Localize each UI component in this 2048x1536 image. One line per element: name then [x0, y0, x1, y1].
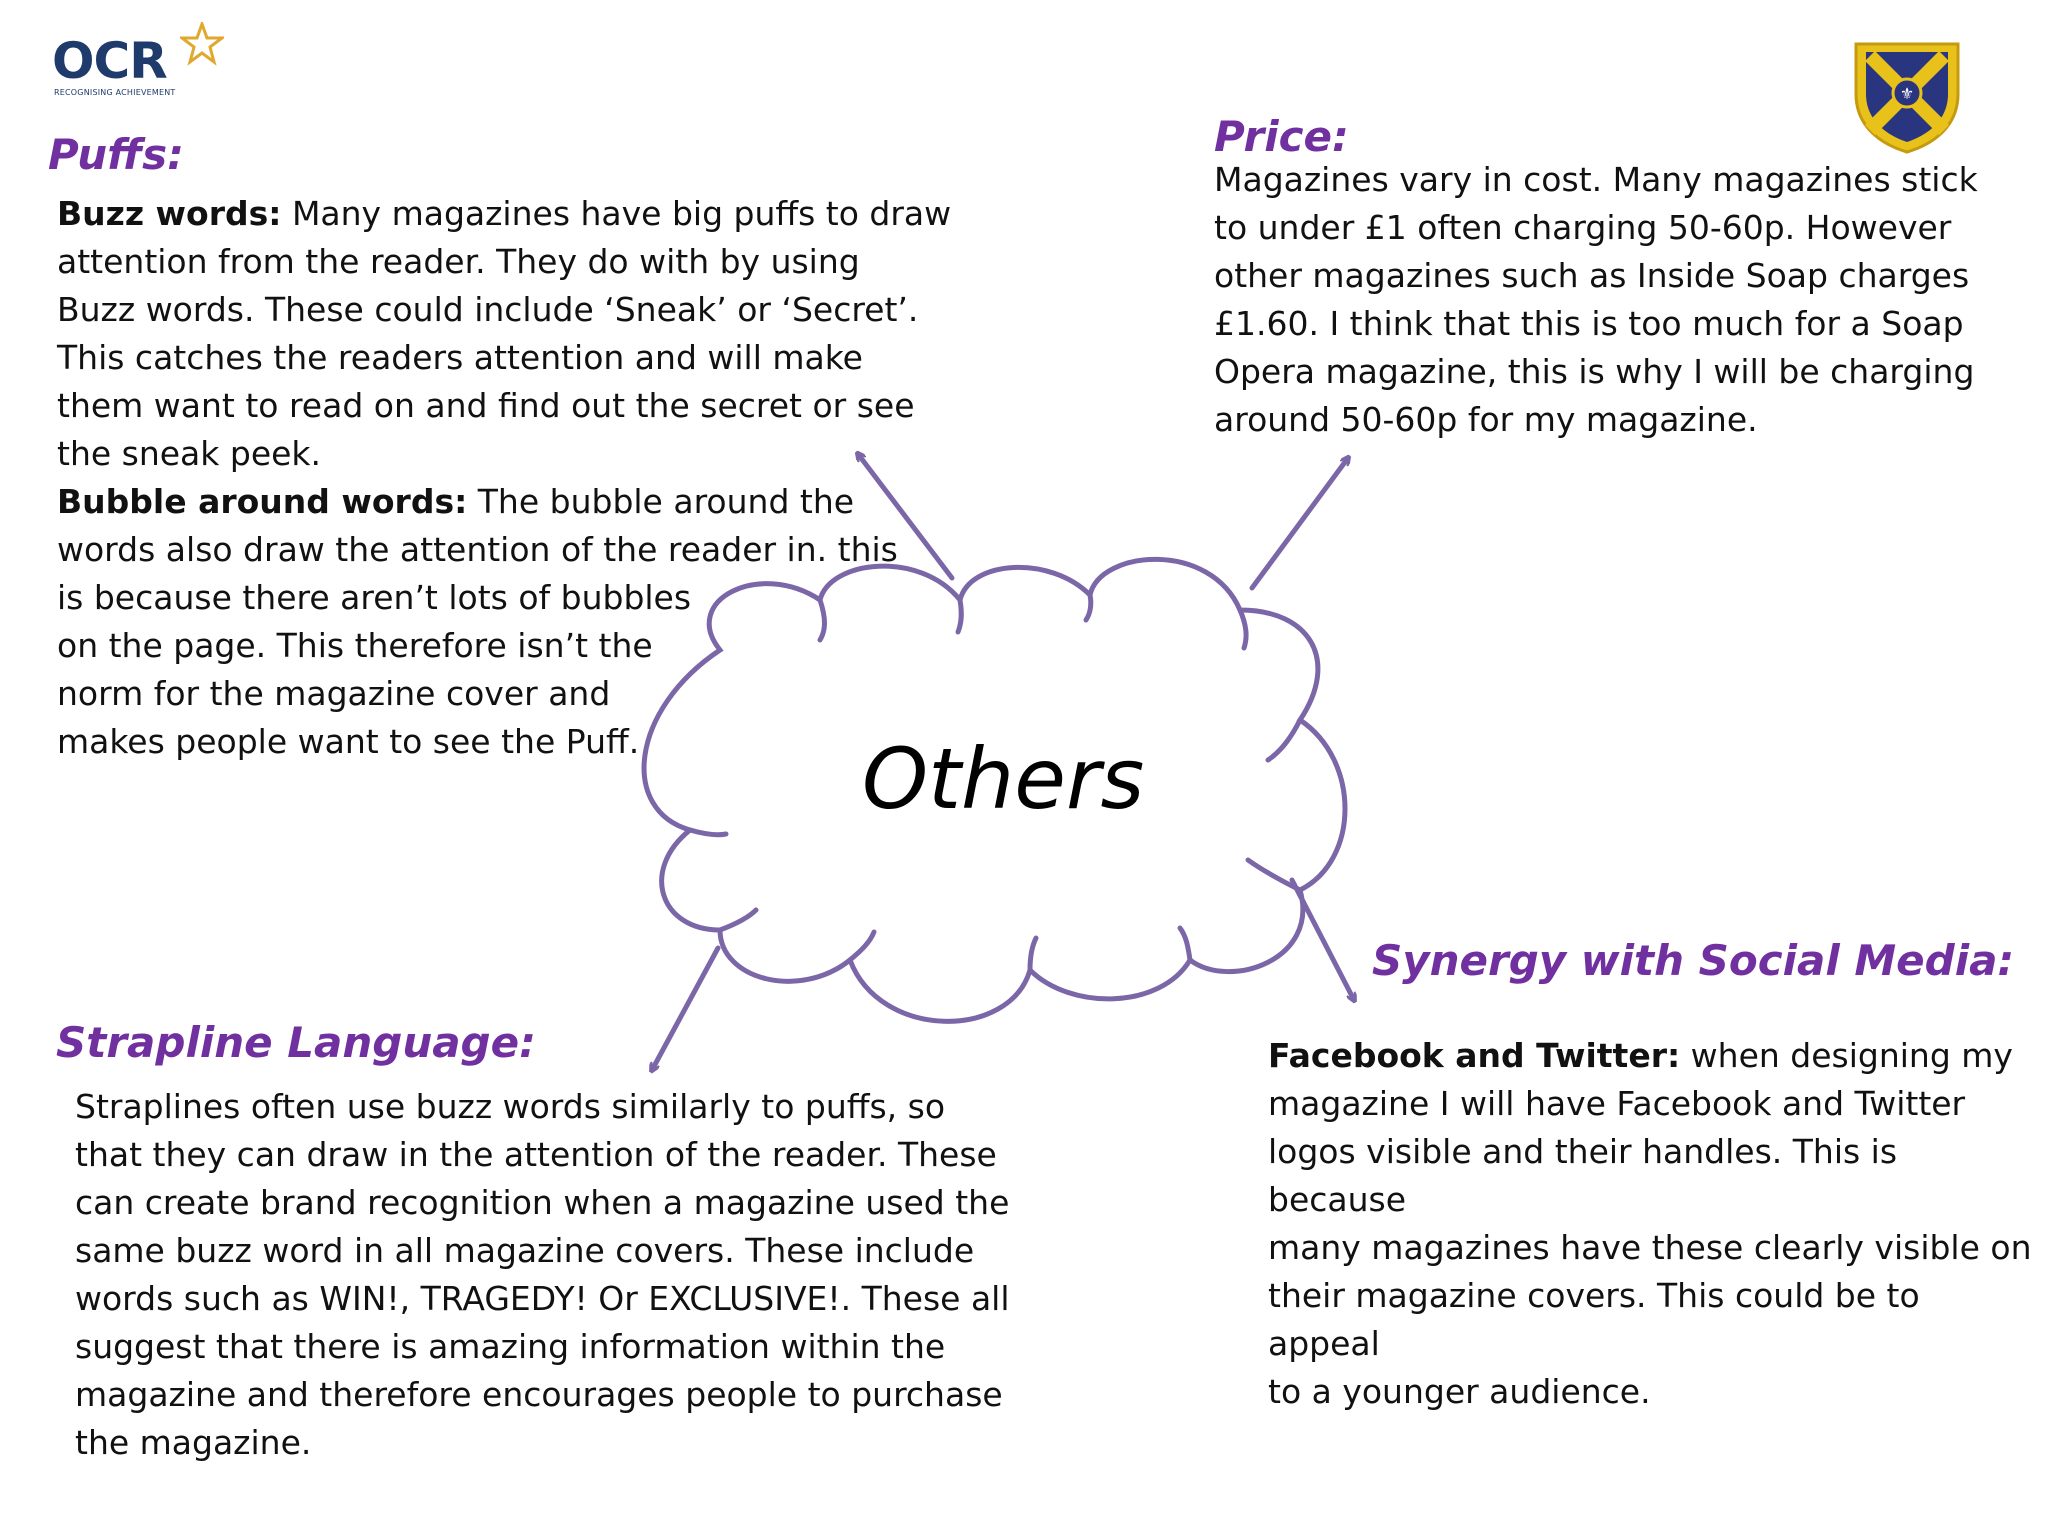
strapline-line: the magazine.	[75, 1423, 312, 1462]
strapline-line: words such as WIN!, TRAGEDY! Or EXCLUSIVE!. These all	[75, 1279, 1010, 1318]
synergy-line: logos visible and their handles. This is because	[1268, 1132, 1898, 1219]
strapline-body	[75, 1083, 1035, 1467]
strapline-heading: Strapline Language:	[56, 1018, 536, 1067]
price-heading: Price:	[1214, 112, 1349, 161]
synergy-first-line	[1268, 1032, 2038, 1080]
price-line: around 50-60p for my magazine.	[1214, 400, 1758, 439]
arrow-to-price	[1252, 458, 1348, 588]
buzz-words-label: Buzz words:	[57, 194, 282, 233]
puffs-line: Buzz words. These could include ‘Sneak’ or ‘Secret’.	[57, 290, 919, 329]
price-line: Opera magazine, this is why I will be charging	[1214, 352, 1975, 391]
puffs-line: them want to read on and find out the secret or see	[57, 386, 915, 425]
strapline-line: same buzz word in all magazine covers. These include	[75, 1231, 975, 1270]
puffs-line: words also draw the attention of the reader in. this	[57, 530, 898, 569]
synergy-line: many magazines have these clearly visible on	[1268, 1228, 2032, 1267]
puffs-bubble-line	[57, 478, 957, 526]
strapline-line: suggest that there is amazing information within the	[75, 1327, 946, 1366]
puffs-line: norm for the magazine cover and	[57, 674, 611, 713]
puffs-line: is because there aren’t lots of bubbles	[57, 578, 692, 617]
ocr-logo-text: OCR	[52, 32, 167, 90]
ocr-tagline: RECOGNISING ACHIEVEMENT	[54, 88, 176, 97]
synergy-text: when designing my	[1680, 1036, 2013, 1075]
strapline-line: can create brand recognition when a magazine used the	[75, 1183, 1010, 1222]
synergy-body	[1268, 1032, 2038, 1416]
puffs-line: attention from the reader. They do with by using	[57, 242, 860, 281]
svg-text:⚜: ⚜	[1899, 84, 1915, 103]
bubble-text: The bubble around the	[467, 482, 855, 521]
price-line: to under £1 often charging 50-60p. However	[1214, 208, 1952, 247]
puffs-line: on the page. This therefore isn’t the	[57, 626, 653, 665]
price-body	[1214, 156, 2014, 444]
strapline-line: that they can draw in the attention of the reader. These	[75, 1135, 997, 1174]
strapline-line: magazine and therefore encourages people to purchase	[75, 1375, 1003, 1414]
strapline-line: Straplines often use buzz words similarly to puffs, so	[75, 1087, 946, 1126]
synergy-line: magazine I will have Facebook and Twitter	[1268, 1084, 1966, 1123]
buzz-words-text: Many magazines have big puffs to draw	[281, 194, 952, 233]
price-line: other magazines such as Inside Soap charges	[1214, 256, 1970, 295]
synergy-heading: Synergy with Social Media:	[1372, 936, 2015, 985]
arrow-to-strapline	[652, 948, 718, 1070]
synergy-line: their magazine covers. This could be to appeal	[1268, 1276, 1920, 1363]
puffs-line: makes people want to see the Puff.	[57, 722, 640, 761]
puffs-line: This catches the readers attention and will make	[57, 338, 863, 377]
facebook-twitter-label: Facebook and Twitter:	[1268, 1036, 1681, 1075]
puffs-body	[57, 190, 957, 766]
puffs-buzz-line	[57, 190, 957, 238]
arrow-to-synergy	[1292, 880, 1354, 1000]
synergy-line: to a younger audience.	[1268, 1372, 1651, 1411]
center-label: Others	[862, 730, 1145, 828]
price-line: Magazines vary in cost. Many magazines stick	[1214, 160, 1978, 199]
price-line: £1.60. I think that this is too much for a Soap	[1214, 304, 1964, 343]
puffs-heading: Puffs:	[48, 130, 184, 179]
puffs-line: the sneak peek.	[57, 434, 322, 473]
bubble-label: Bubble around words:	[57, 482, 468, 521]
